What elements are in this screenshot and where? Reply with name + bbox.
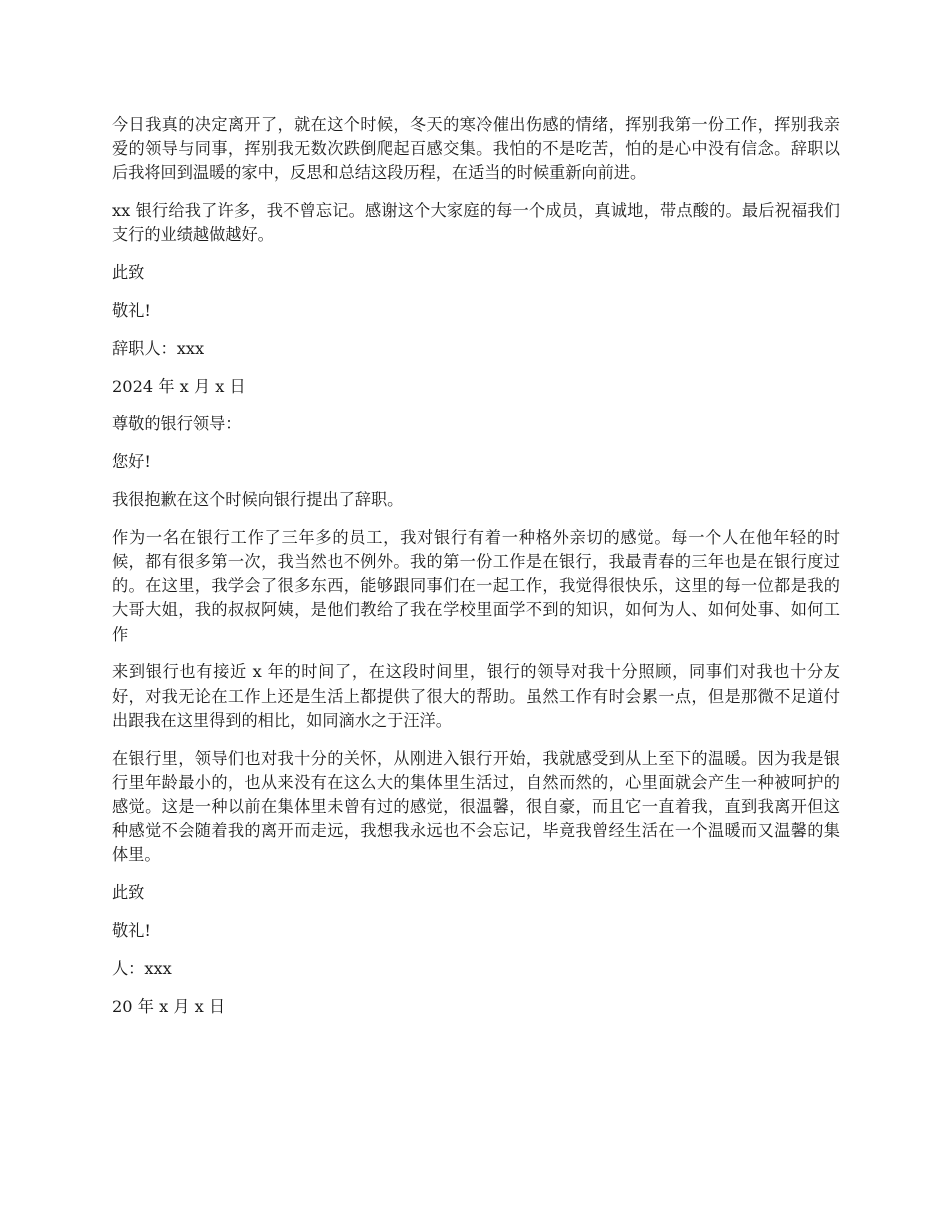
paragraph-leadership-care: 在银行里，领导们也对我十分的关怀，从刚进入银行开始，我就感受到从上至下的温暖。因为我是银行里年龄最小的，也从来没有在这么大的集体里生活过，自然而然的，心里面就会产生一种被呵护的感觉。这是一种以前在集体里未曾有过的感觉，很温馨，很自豪，而且它一直着我，直到我离开但这种感觉不会随着我的离开而走远，我想我永远也不会忘记，毕竟我曾经生活在一个温暖而又温馨的集体里。	[112, 748, 840, 865]
signature-name: 辞职人：xxx	[112, 338, 205, 358]
paragraph-apology: 我很抱歉在这个时候向银行提出了辞职。	[112, 489, 404, 509]
paragraph-bank-thanks: xx 银行给我了许多，我不曾忘记。感谢这个大家庭的每一个成员，真诚地，带点酸的。最后祝福我们支行的业绩越做越好。	[112, 201, 840, 245]
closing-salutation-2: 此致	[112, 883, 145, 903]
closing-salutation: 此致	[112, 263, 145, 283]
document-body	[112, 113, 840, 1032]
signature-name-2: 人：xxx	[112, 958, 172, 978]
closing-regards: 敬礼!	[112, 301, 151, 320]
letter-hello: 您好!	[112, 452, 151, 472]
paragraph-resignation-intro: 今日我真的决定离开了，就在这个时候，冬天的寒冷催出伤感的情绪，挥别我第一份工作，挥别我亲爱的领导与同事，挥别我无数次跌倒爬起百感交集。我怕的不是吃苦，怕的是心中没有信念。辞职以后我将回到温暖的家中，反思和总结这段历程，在适当的时候重新向前进。	[112, 115, 840, 183]
paragraph-colleagues: 来到银行也有接近 x 年的时间了，在这段时间里，银行的领导对我十分照顾，同事们对我也十分友好，对我无论在工作上还是生活上都提供了很大的帮助。虽然工作有时会累一点，但是那微不足道付出跟我在这里得到的相比，如同滴水之于汪洋。	[112, 662, 840, 730]
closing-regards-2: 敬礼!	[112, 921, 151, 940]
signature-date: 2024 年 x 月 x 日	[112, 376, 246, 396]
signature-date-2: 20 年 x 月 x 日	[112, 996, 226, 1016]
paragraph-three-years: 作为一名在银行工作了三年多的员工，我对银行有着一种格外亲切的感觉。每一个人在他年轻的时候，都有很多第一次，我当然也不例外。我的第一份工作是在银行，我最青春的三年也是在银行度过的。在这里，我学会了很多东西，能够跟同事们在一起工作，我觉得很快乐，这里的每一位都是我的大哥大姐，我的叔叔阿姨，是他们教给了我在学校里面学不到的知识，如何为人、如何处事、如何工作	[112, 527, 840, 644]
letter-greeting: 尊敬的银行领导：	[112, 414, 242, 434]
